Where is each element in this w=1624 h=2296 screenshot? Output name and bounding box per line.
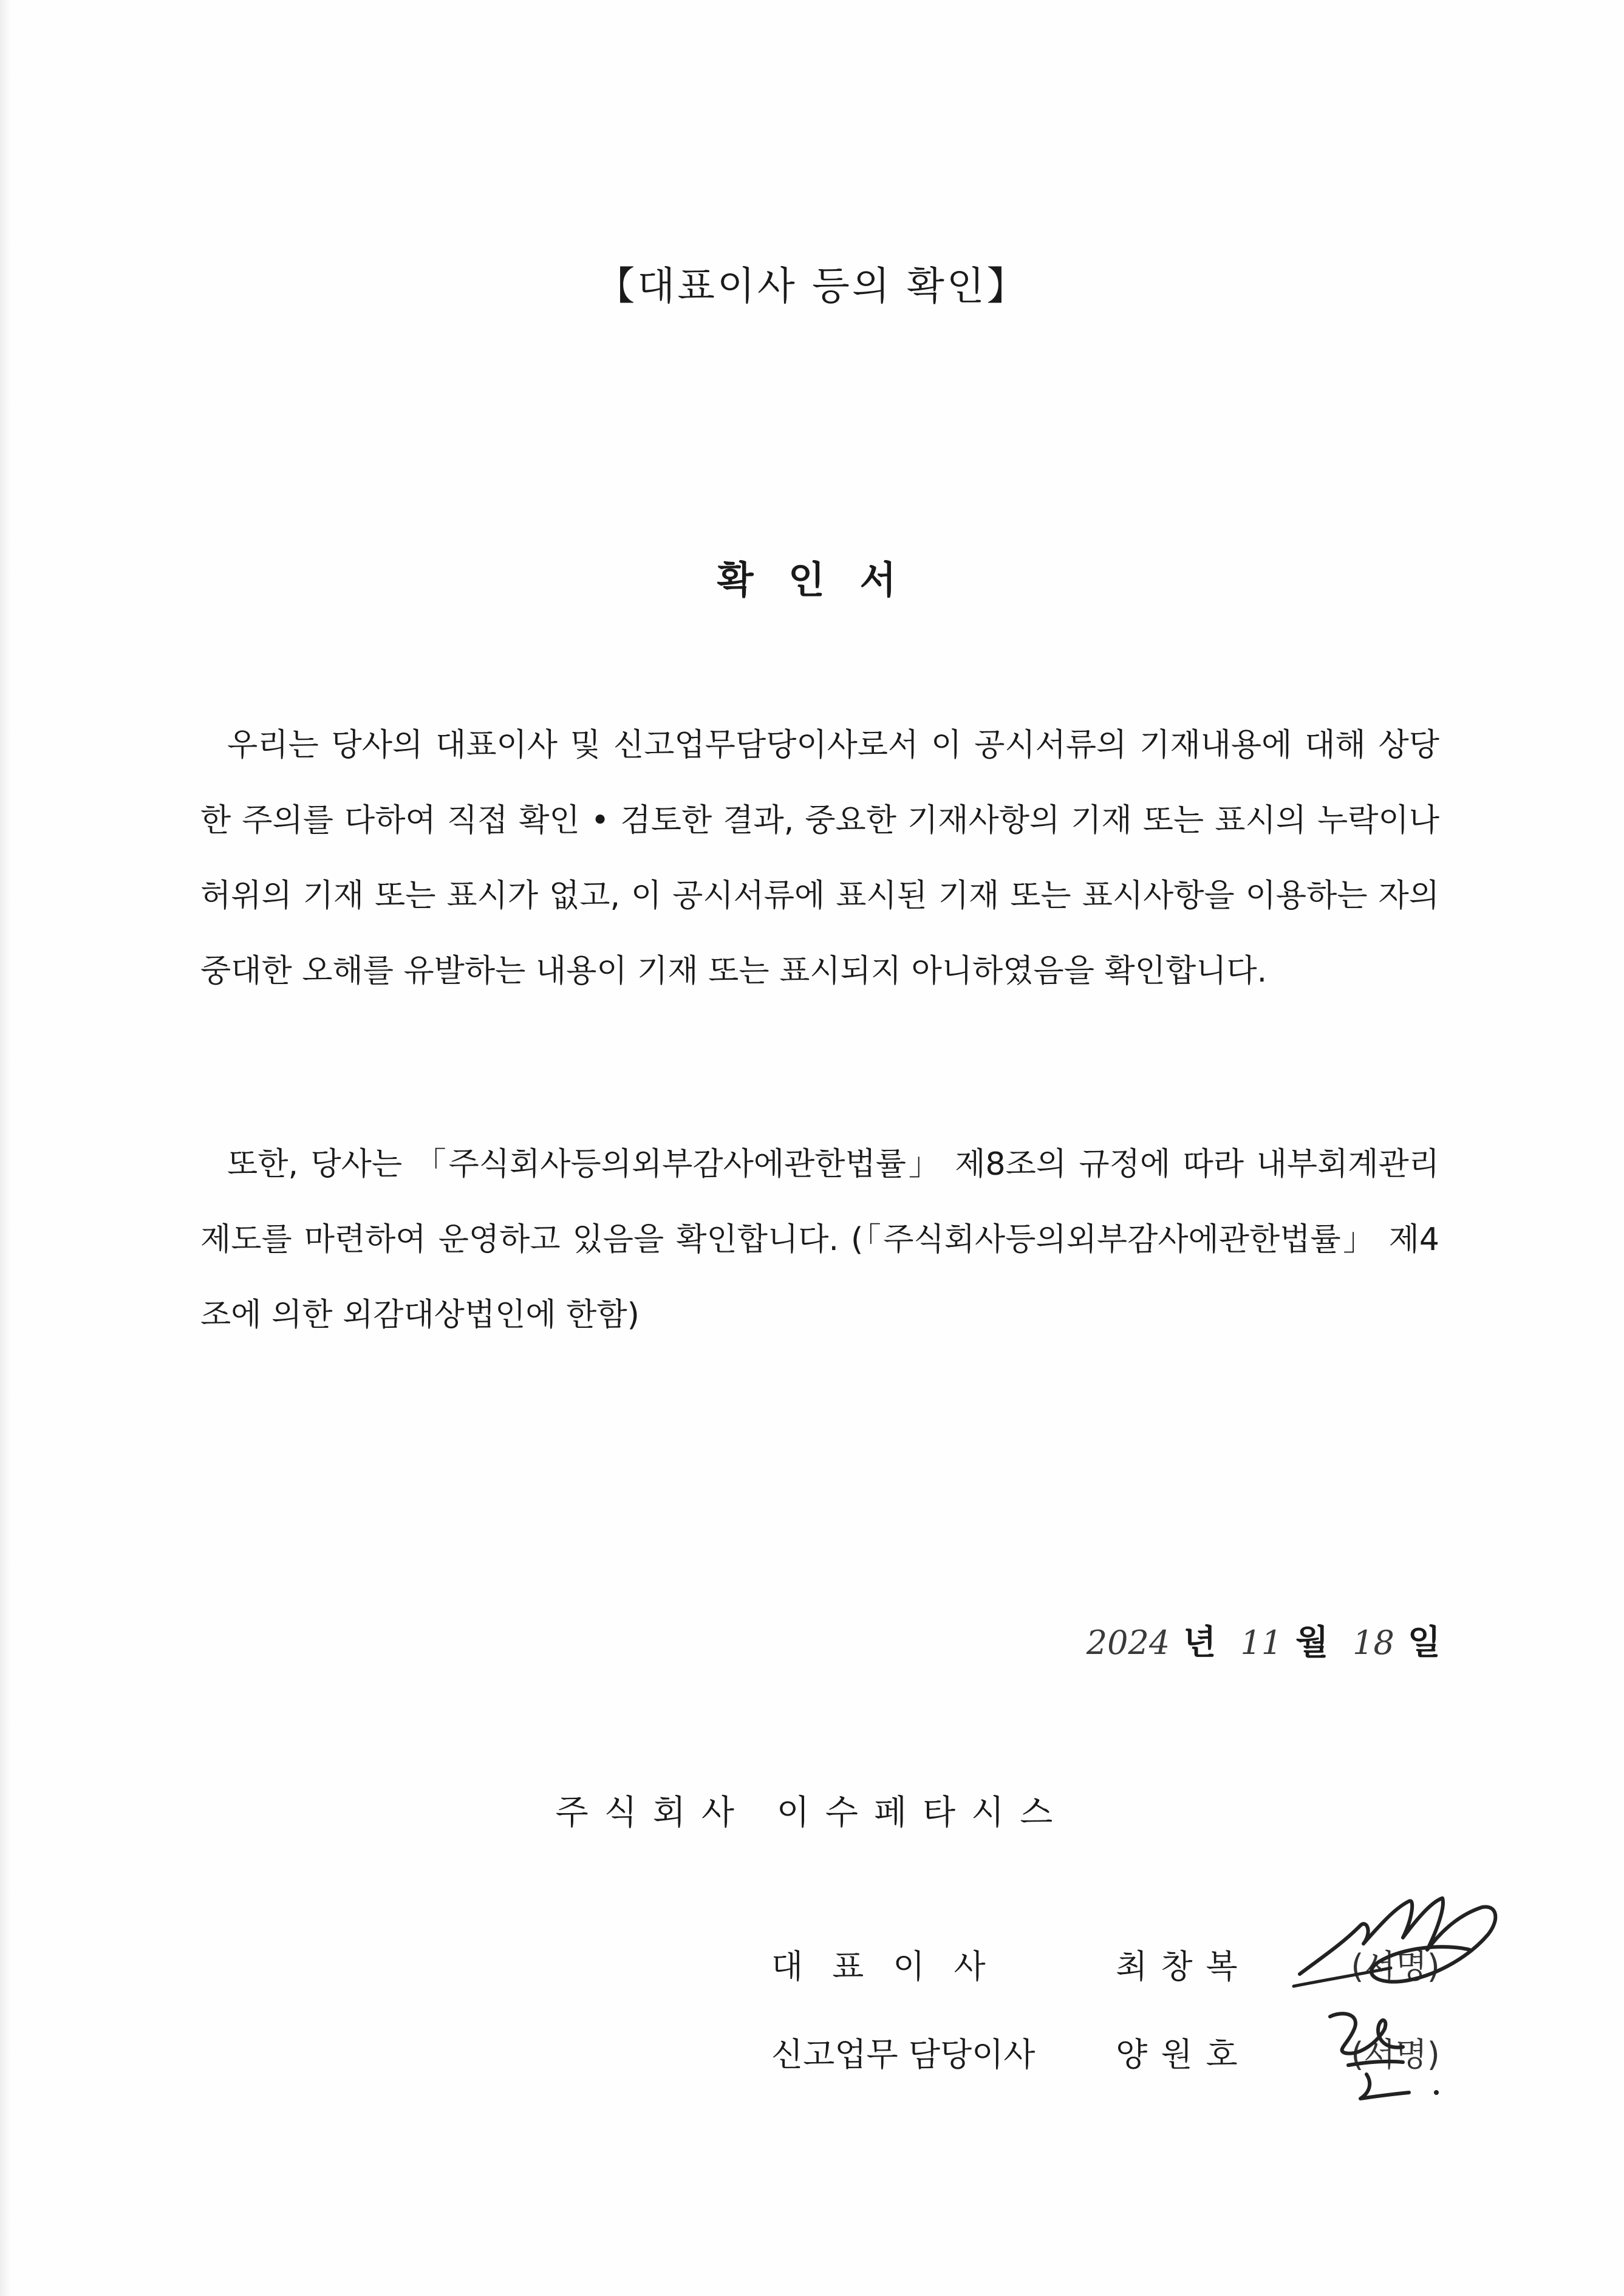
- signatory-role: 대표이사: [771, 1947, 1015, 1986]
- company-name: 주식회사 이수페타시스: [555, 1793, 1069, 1833]
- signing-date: [1087, 1616, 1441, 1664]
- signatory-row-ceo: [771, 1941, 1440, 1987]
- date-month-unit: 월: [1295, 1623, 1329, 1662]
- signatory-name: 양원호: [1116, 2035, 1251, 2074]
- signature-label: (서명): [1351, 1947, 1440, 1986]
- date-year-unit: 년: [1183, 1623, 1216, 1662]
- confirmation-paragraph: 우리는 당사의 대표이사 및 신고업무담당이사로서 이 공시서류의 기재내용에 대해 상당한 주의를 다하여 직접 확인 • 검토한 결과, 중요한 기재사항의 기재 또는 표시의 누락이나 허위의 기재 또는 표시가 없고, 이 공시서류에 표시된 기재 또는 표시사항을 이용하는 자의 중대한 오해를 유발하는 내용이 기재 또는 표시되지 아니하였음을 확인합니다.: [200, 727, 1439, 989]
- internal-control-paragraph: 또한, 당사는 「주식회사등의외부감사에관한법률」 제8조의 규정에 따라 내부회계관리제도를 마련하여 운영하고 있음을 확인합니다. (「주식회사등의외부감사에관한법률」 제4조에 의한 외감대상법인에 한함): [200, 1146, 1439, 1333]
- signatory-row-reporting-director: [771, 2029, 1440, 2076]
- signature-label: (서명): [1351, 2035, 1440, 2074]
- document-heading: 【대표이사 등의 확인】: [596, 264, 1028, 309]
- date-month: 11: [1240, 1624, 1283, 1662]
- signatory-role: 신고업무 담당이사: [771, 2035, 1035, 2074]
- document-title: 확 인 서: [717, 558, 907, 602]
- scan-edge-shadow: [0, 0, 11, 2296]
- date-day-unit: 일: [1407, 1623, 1441, 1662]
- date-year: 2024: [1086, 1624, 1170, 1662]
- date-day: 18: [1353, 1624, 1394, 1662]
- signatory-name: 최창복: [1116, 1947, 1251, 1986]
